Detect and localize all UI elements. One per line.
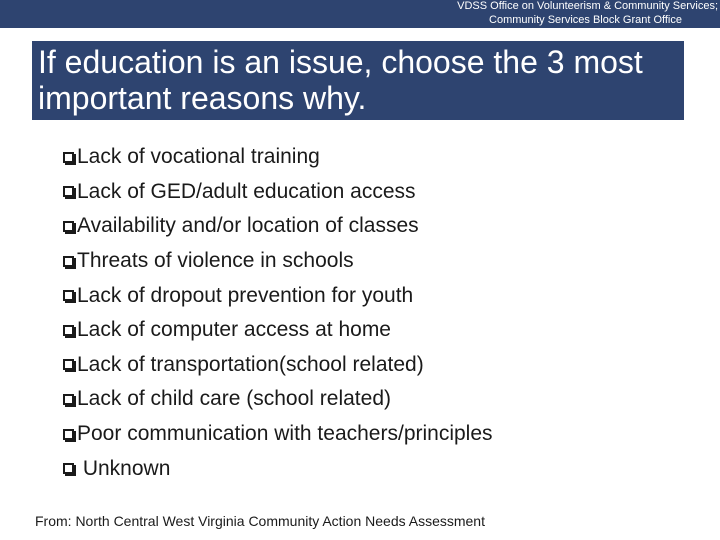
list-item-label: Lack of dropout prevention for youth <box>77 283 414 307</box>
list-item-label: Lack of GED/adult education access <box>77 179 416 203</box>
list-item-label: Lack of vocational training <box>77 145 320 169</box>
slide-title-line-1: If education is an issue, choose the 3 most <box>38 44 643 80</box>
source-citation: From: North Central West Virginia Community Action Needs Assessment <box>35 513 485 529</box>
list-item-label: Lack of child care (school related) <box>77 387 391 411</box>
list-item-label: Lack of computer access at home <box>77 318 391 342</box>
checkbox-bullet-icon <box>63 152 74 163</box>
list-item-label: Lack of transportation(school related) <box>77 352 424 376</box>
list-item <box>63 382 493 417</box>
checkbox-bullet-icon <box>63 325 74 336</box>
list-item <box>63 209 493 244</box>
list-item <box>63 417 493 452</box>
org-name-line-1: VDSS Office on Volunteerism & Community Services; <box>457 0 718 12</box>
list-item-label: Threats of violence in schools <box>77 249 354 273</box>
list-item <box>63 175 493 210</box>
checkbox-bullet-icon <box>63 186 74 197</box>
list-item <box>63 451 493 486</box>
list-item-label: Availability and/or location of classes <box>77 214 419 238</box>
org-name-line-2: Community Services Block Grant Office <box>489 14 682 26</box>
slide-title <box>38 44 678 116</box>
list-item <box>63 313 493 348</box>
checkbox-bullet-icon <box>63 359 74 370</box>
reasons-list <box>63 140 493 486</box>
list-item-label: Poor communication with teachers/principles <box>77 422 493 446</box>
list-item-label: Unknown <box>77 456 171 480</box>
checkbox-bullet-icon <box>63 429 74 440</box>
list-item <box>63 278 493 313</box>
list-item <box>63 348 493 383</box>
header-band <box>0 0 720 28</box>
slide-title-box <box>32 41 684 120</box>
list-item <box>63 140 493 175</box>
checkbox-bullet-icon <box>63 256 74 267</box>
checkbox-bullet-icon <box>63 221 74 232</box>
checkbox-bullet-icon <box>63 463 74 474</box>
list-item <box>63 244 493 279</box>
checkbox-bullet-icon <box>63 290 74 301</box>
checkbox-bullet-icon <box>63 394 74 405</box>
slide-title-line-2: important reasons why. <box>38 80 367 116</box>
